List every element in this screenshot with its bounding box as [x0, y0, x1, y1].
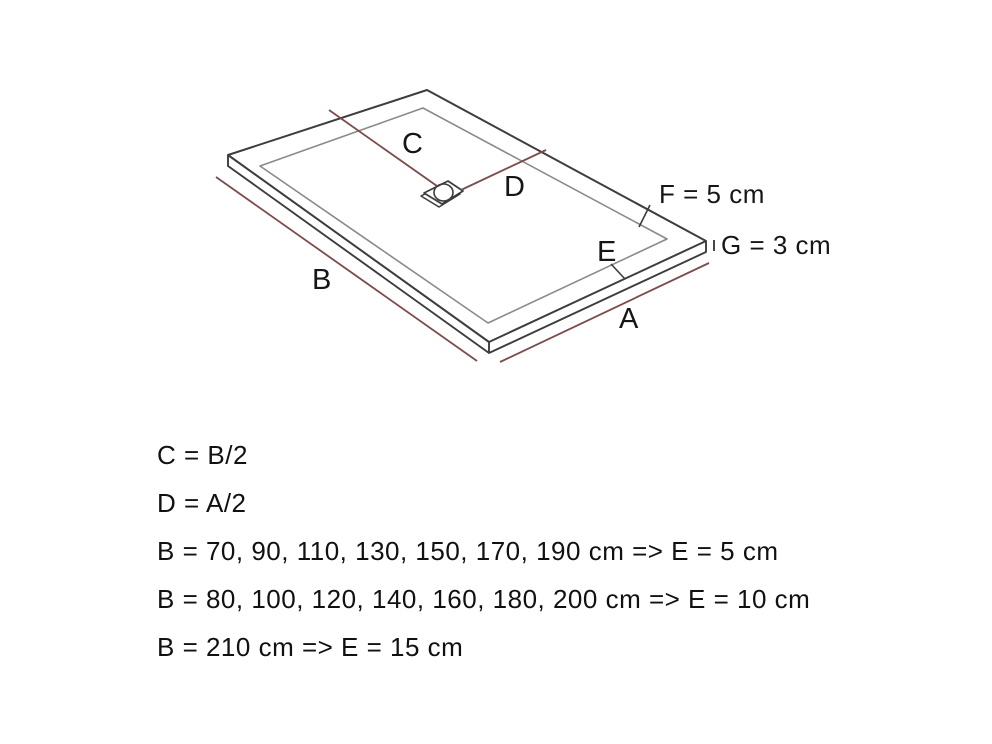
formula-line: B = 210 cm => E = 15 cm [157, 632, 464, 662]
formula-line: C = B/2 [157, 440, 248, 470]
formula-line: D = A/2 [157, 488, 247, 518]
label-f-value: F = 5 cm [659, 179, 765, 209]
label-d: D [504, 171, 525, 203]
formula-line: B = 70, 90, 110, 130, 150, 170, 190 cm => E = 5 cm [157, 536, 779, 566]
label-e: E [597, 236, 617, 268]
formula-line: B = 80, 100, 120, 140, 160, 180, 200 cm => E = 10 cm [157, 584, 811, 614]
label-g-value: G = 3 cm [721, 230, 832, 260]
label-b: B [312, 264, 332, 296]
label-a: A [619, 303, 639, 335]
label-c: C [402, 128, 423, 160]
